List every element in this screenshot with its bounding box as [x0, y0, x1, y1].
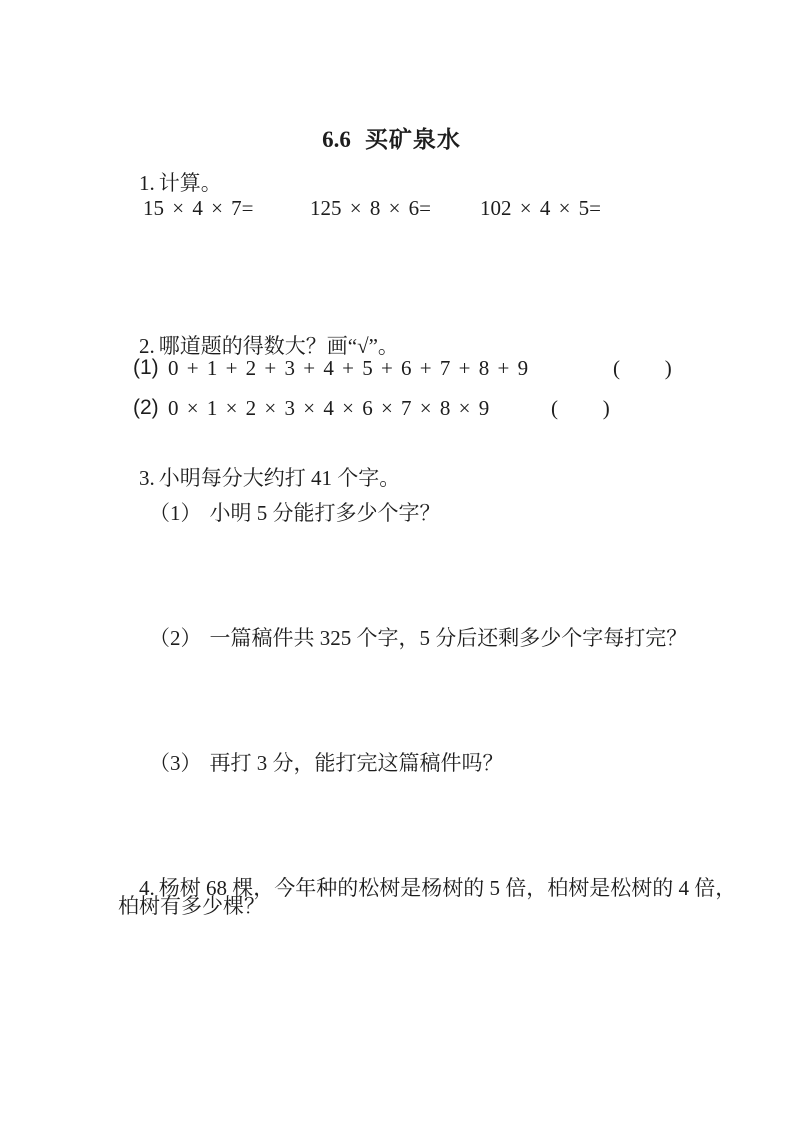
question-2-number: 2.	[139, 334, 155, 359]
q3-item-3-text: 再打 3 分，能打完这篇稿件吗？	[209, 751, 504, 776]
q1-problem-3: 102 × 4 × 5=	[480, 196, 602, 220]
q3-item-2-text: 一篇稿件共 325 个字，5 分后还剩多少个字每打完？	[209, 626, 688, 651]
q3-item-2-label: （2）	[149, 626, 202, 651]
q2-item-2-answer-blank: ( )	[551, 396, 611, 420]
question-3-heading-text: 小明每分大约打 41 个字。	[158, 466, 401, 491]
question-1-number: 1.	[139, 171, 155, 196]
question-2-heading-text: 哪道题的得数大？画“√”。	[158, 334, 399, 359]
title-text: 买矿泉水	[364, 126, 461, 153]
question-3-number: 3.	[139, 466, 155, 491]
q1-problem-1: 15 × 4 × 7=	[143, 196, 254, 220]
question-4-text-line-1: 杨树 68 棵，今年种的松树是杨树的 5 倍，柏树是松树的 4 倍，	[158, 876, 737, 901]
title-section-number: 6.6	[322, 127, 351, 153]
q2-item-1-expression: 0 + 1 + 2 + 3 + 4 + 5 + 6 + 7 + 8 + 9	[168, 356, 529, 380]
q3-item-1	[128, 477, 441, 549]
q2-item-1-answer-blank: ( )	[613, 356, 673, 380]
question-4-number: 4.	[139, 876, 155, 901]
q2-item-1-label: (1)	[133, 356, 159, 379]
question-1-heading-text: 计算。	[158, 171, 222, 196]
question-4-line-2: 柏树有多少棵？	[118, 894, 265, 918]
q2-item-2-expression: 0 × 1 × 2 × 3 × 4 × 6 × 7 × 8 × 9	[168, 396, 490, 420]
q3-item-3-label: （3）	[149, 751, 202, 776]
q1-problem-2: 125 × 8 × 6=	[310, 196, 432, 220]
q3-item-1-label: （1）	[149, 501, 202, 526]
q2-item-2-label: (2)	[133, 396, 159, 419]
q3-item-2	[128, 602, 687, 674]
q3-item-1-text: 小明 5 分能打多少个字？	[209, 501, 441, 526]
q3-item-3	[128, 727, 504, 799]
page-title	[0, 100, 760, 180]
